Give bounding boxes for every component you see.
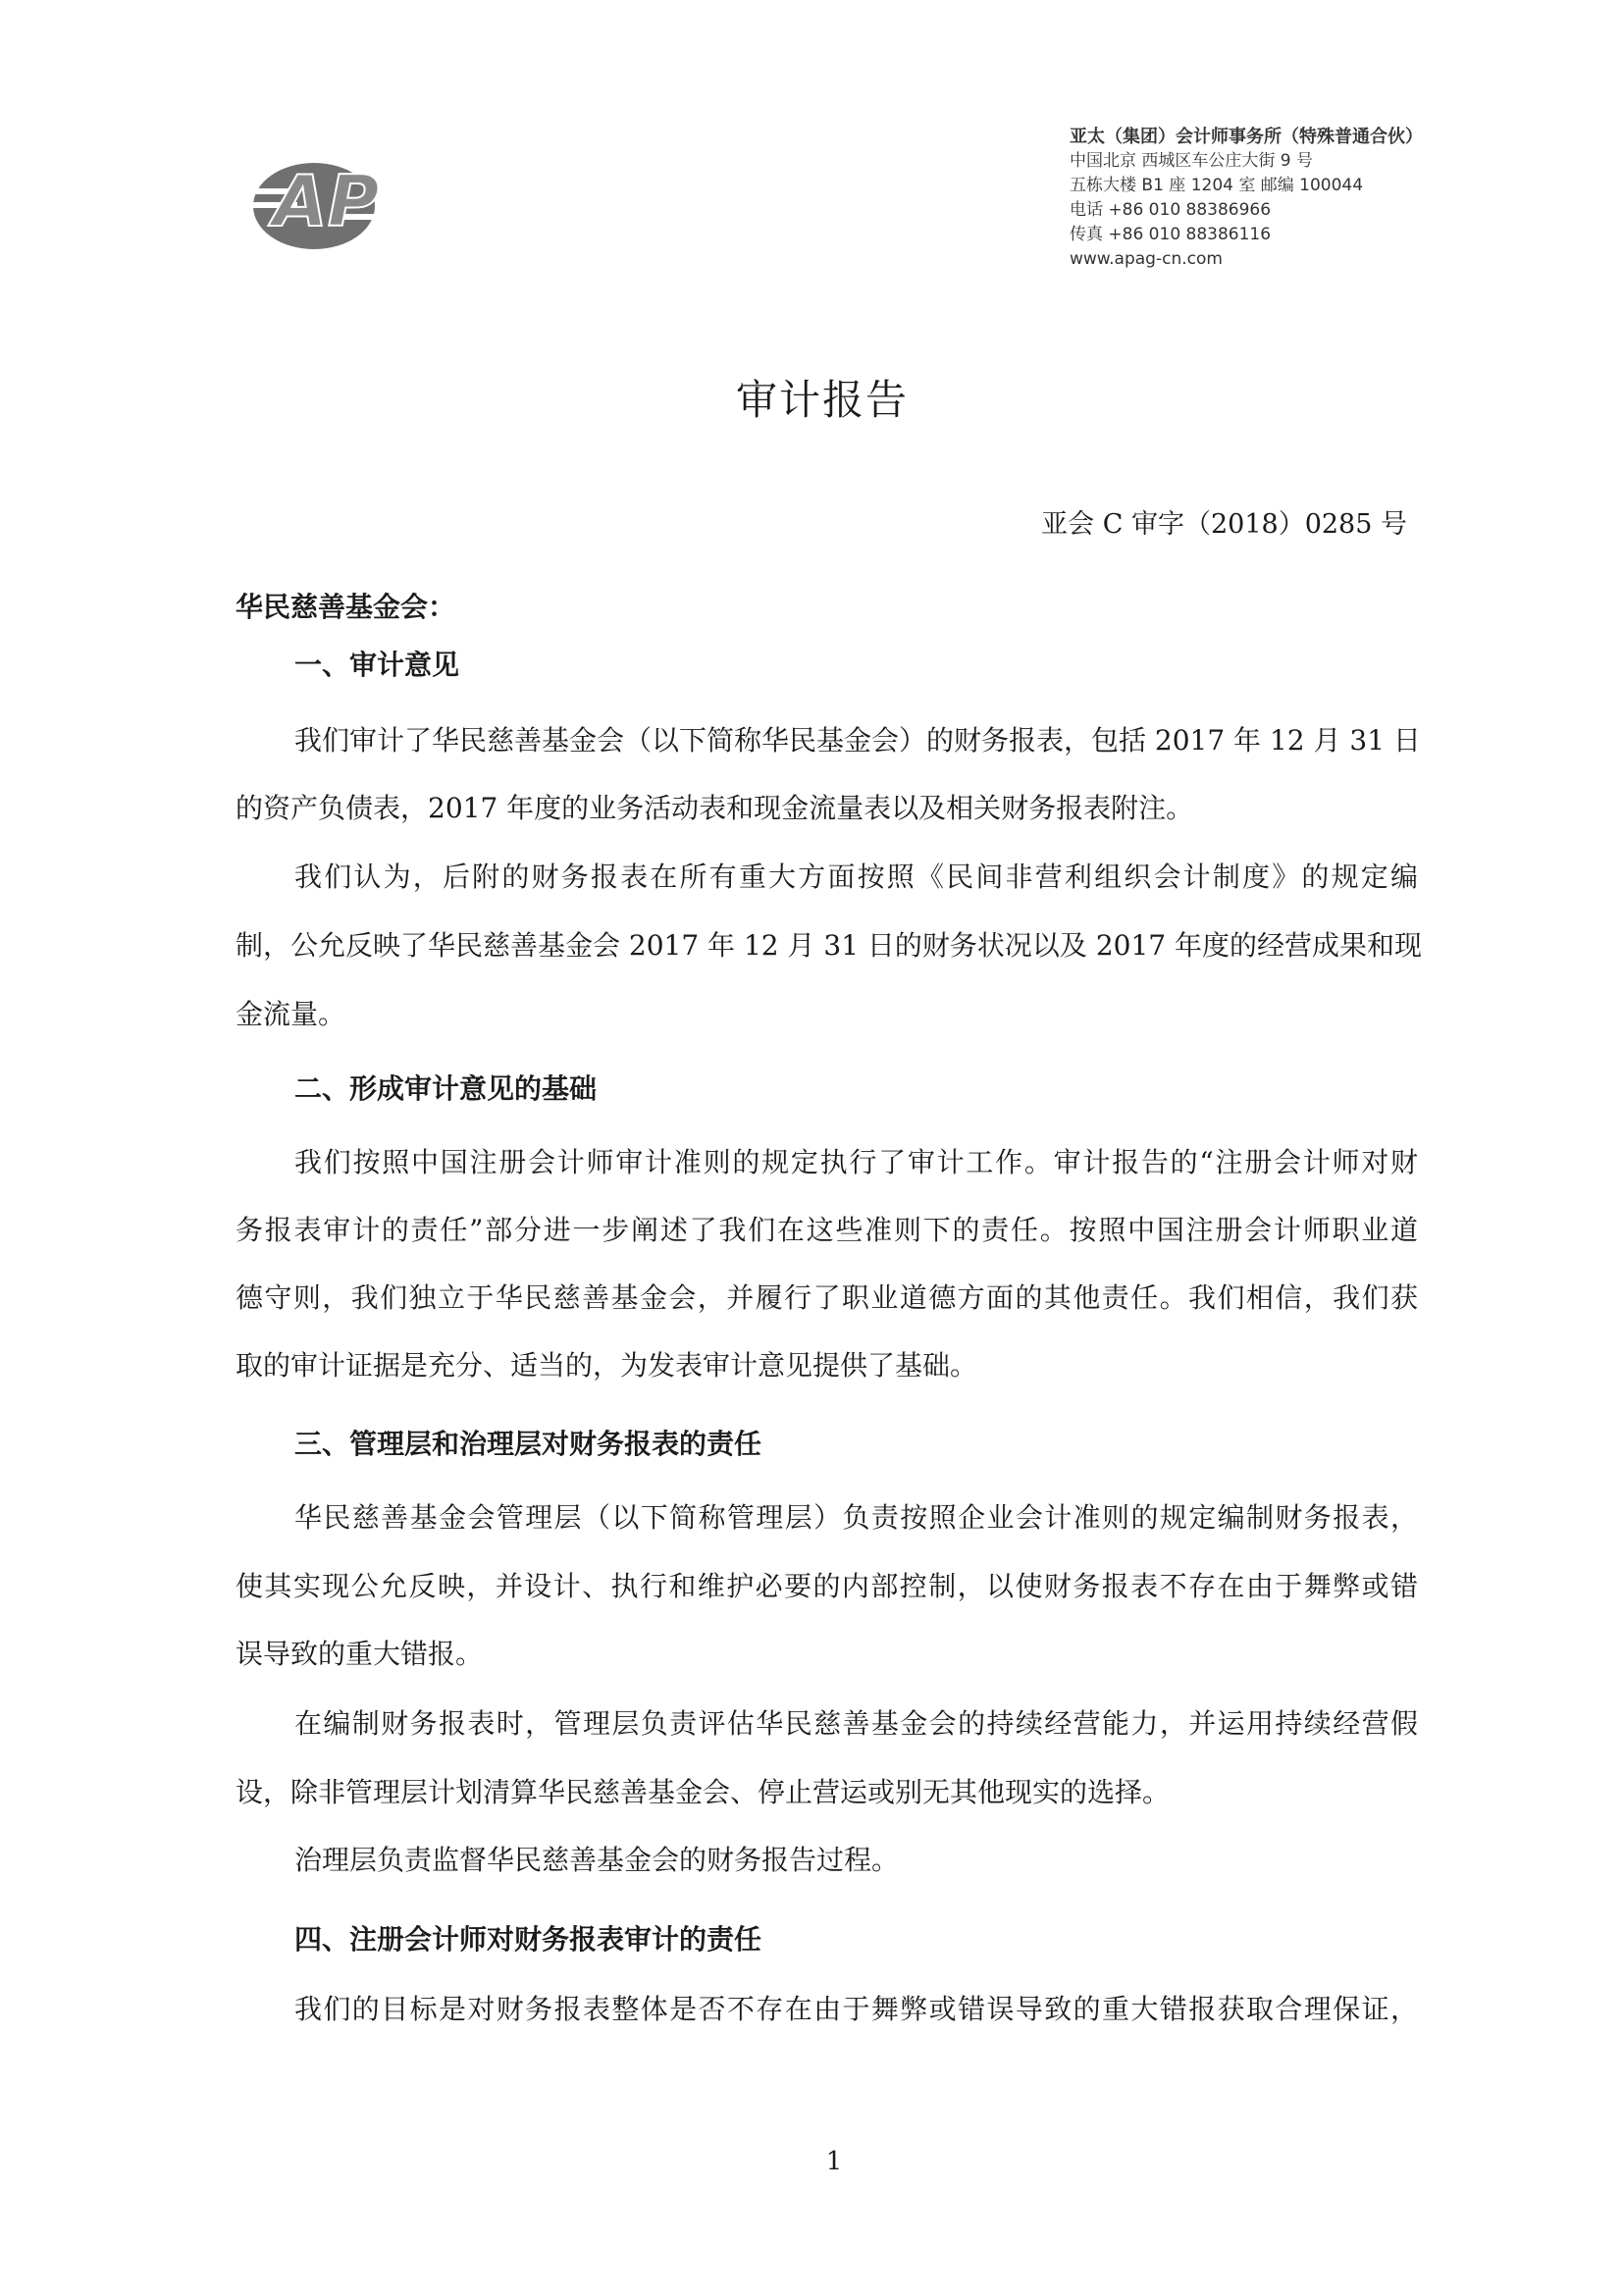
page-number: 1 <box>825 2147 843 2176</box>
website: www.apag-cn.com <box>1070 249 1223 269</box>
fax: 传真 +86 010 88386116 <box>1070 225 1272 244</box>
paragraph-line: 华民慈善基金会管理层（以下简称管理层）负责按照企业会计准则的规定编制财务报表， <box>294 1501 1418 1534</box>
paragraph-line: 使其实现公允反映，并设计、执行和维护必要的内部控制，以使财务报表不存在由于舞弊或错 <box>236 1570 1418 1602</box>
paragraph-line: 制，公允反映了华民慈善基金会 2017 年 12 月 31 日的财务状况以及 2017 年度的经营成果和现 <box>236 929 1422 962</box>
paragraph-line: 误导致的重大错报。 <box>236 1638 484 1670</box>
svg-text:AP: AP <box>273 160 380 242</box>
letterhead-address <box>1070 125 1423 272</box>
paragraph-line: 务报表审计的责任”部分进一步阐述了我们在这些准则下的责任。按照中国注册会计师职业道 <box>236 1214 1418 1246</box>
phone: 电话 +86 010 88386966 <box>1070 200 1272 220</box>
section-heading: 一、审计意见 <box>294 649 460 681</box>
section-heading: 四、注册会计师对财务报表审计的责任 <box>294 1923 762 1956</box>
paragraph-line: 我们的目标是对财务报表整体是否不存在由于舞弊或错误导致的重大错报获取合理保证， <box>294 1993 1418 2025</box>
report-reference-number: 亚会 C 审字（2018）0285 号 <box>1041 509 1407 540</box>
paragraph-line: 金流量。 <box>236 998 346 1030</box>
paragraph-line: 我们认为，后附的财务报表在所有重大方面按照《民间非营利组织会计制度》的规定编 <box>294 861 1418 893</box>
paragraph-line: 取的审计证据是充分、适当的，为发表审计意见提供了基础。 <box>236 1349 978 1382</box>
document-title: 审计报告 <box>735 376 909 424</box>
paragraph-line: 设，除非管理层计划清算华民慈善基金会、停止营运或别无其他现实的选择。 <box>236 1776 1171 1808</box>
section-heading: 二、形成审计意见的基础 <box>294 1072 598 1105</box>
paragraph-line: 我们审计了华民慈善基金会（以下简称华民基金会）的财务报表，包括 2017 年 12 月 31 日 <box>294 724 1421 757</box>
paragraph-line: 我们按照中国注册会计师审计准则的规定执行了审计工作。审计报告的“注册会计师对财 <box>294 1146 1418 1178</box>
paragraph-line: 在编制财务报表时，管理层负责评估华民慈善基金会的持续经营能力，并运用持续经营假 <box>294 1707 1418 1740</box>
addressee: 华民慈善基金会： <box>236 591 456 623</box>
firm-name: 亚太（集团）会计师事务所（特殊普通合伙） <box>1070 127 1423 147</box>
paragraph-line: 德守则，我们独立于华民慈善基金会，并履行了职业道德方面的其他责任。我们相信，我们获 <box>236 1281 1418 1314</box>
paragraph-line: 的资产负债表，2017 年度的业务活动表和现金流量表以及相关财务报表附注。 <box>236 792 1194 824</box>
address-line: 中国北京 西城区车公庄大街 9 号 <box>1070 151 1314 171</box>
section-heading: 三、管理层和治理层对财务报表的责任 <box>294 1428 762 1460</box>
firm-logo <box>234 145 381 253</box>
paragraph-line: 治理层负责监督华民慈善基金会的财务报告过程。 <box>294 1844 900 1876</box>
address-line: 五栋大楼 B1 座 1204 室 邮编 100044 <box>1070 176 1364 195</box>
